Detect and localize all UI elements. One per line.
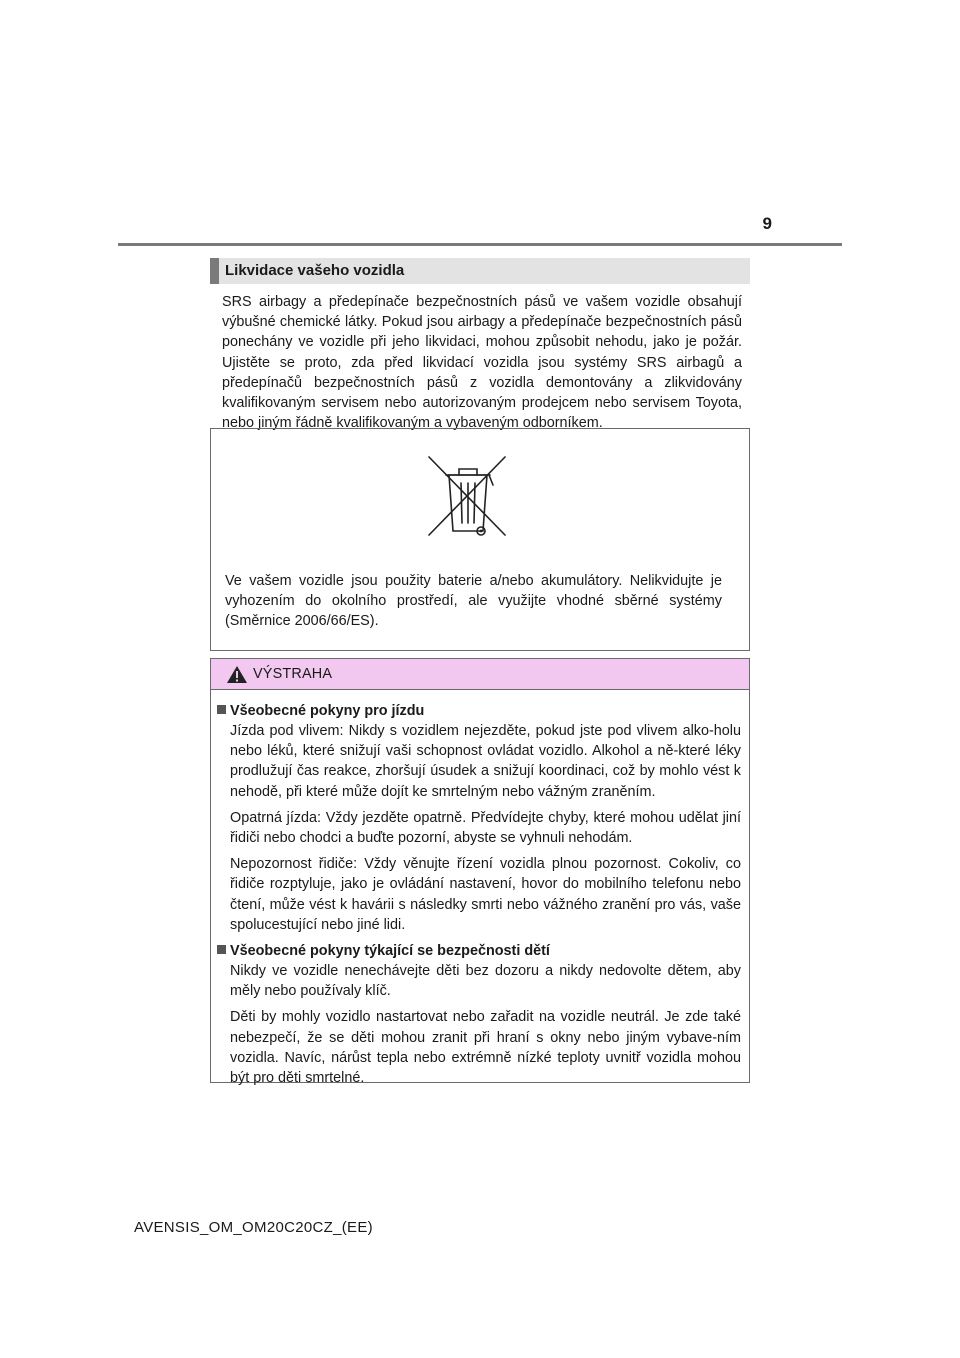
- section-intro-text: SRS airbagy a předepínače bezpečnostních pásů ve vašem vozidle obsahují výbušné chemické látky. Pokud jsou airbagy a předepínače bezpečnostních pásů ponechány ve vozidle při jeho likvidaci, mohou způsobit nehodu, jako je požár. Ujistěte se proto, zda před likvidací vozidla jsou systémy SRS airbagů a předepínačů bezpečnostních pásů z vozidla demontovány a zlikvidovány kvalifikovaným servisem nebo autorizovaným prodejcem nebo servisem Toyota, nebo jiným řádně kvalifikovaným a vybaveným odborníkem.: [222, 294, 742, 432]
- warning-box: [210, 658, 750, 1087]
- square-bullet-icon: [217, 705, 226, 714]
- warning-paragraph: Nikdy ve vozidle nenechávejte děti bez dozoru a nikdy nedovolte dětem, aby měly nebo používaly klíč.: [230, 963, 741, 1000]
- page-number: 9: [762, 214, 772, 233]
- warning-paragraph: Nepozornost řidiče: Vždy věnujte řízení vozidla plnou pozornost. Cokoliv, co řidiče rozptyluje, jako je ovládání nastavení, hovor do mobilního telefonu nebo čtení, může vést k havárii s následky smrti nebo vážného zranění pro vás, vaše spolucestující nebo jiné lidi.: [230, 856, 741, 933]
- warning-paragraph: Děti by mohly vozidlo nastartovat nebo zařadit na vozidle neutrál. Je zde také nebezpečí, že se děti mohou zranit při hraní s okny nebo jiným vybave-ním vozidla. Navíc, nárůst tepla nebo extrémně nízké teploty uvnitř vozidla mohou být pro děti smrtelné.: [230, 1009, 741, 1087]
- warning-title: VÝSTRAHA: [253, 666, 333, 682]
- warning-paragraph: Jízda pod vlivem: Nikdy s vozidlem nejezděte, pokud jste pod vlivem alko-holu nebo léků, které snižují vaši schopnost ovládat vozidlo. Alkohol a ně-které léky prodlužují čas reakce, zhoršují úsudek a snižují koordinaci, což by mohlo vést k nehodě, při které může dojít ke smrtelným nebo vážným zraněním.: [230, 723, 741, 800]
- header-rule: [118, 243, 842, 246]
- battery-notice-text: Ve vašem vozidle jsou použity baterie a/nebo akumulátory. Nelikvidujte je vyhozením do okolního prostředí, ale využijte vhodné sběrné systémy (Směrnice 2006/66/ES).: [225, 573, 722, 630]
- warning-header: [211, 659, 749, 690]
- warning-paragraph: Opatrná jízda: Vždy jezděte opatrně. Předvídejte chyby, které mohou udělat jiní řidiči nebo chodci a buďte pozorní, abyste se vyhnuli nehodám.: [230, 809, 741, 847]
- warning-item-title: Všeobecné pokyny pro jízdu: [217, 701, 741, 721]
- crossed-out-wheelie-bin-icon: [427, 455, 509, 546]
- section-title: Likvidace vašeho vozidla: [210, 258, 750, 284]
- battery-disposal-notice: [210, 428, 750, 651]
- document-code: AVENSIS_OM_OM20C20CZ_(EE): [134, 1219, 373, 1236]
- warning-triangle-icon: [226, 665, 248, 689]
- square-bullet-icon: [217, 945, 226, 954]
- warning-item-title: Všeobecné pokyny týkající se bezpečnosti dětí: [217, 941, 741, 961]
- warning-body: [217, 701, 741, 1094]
